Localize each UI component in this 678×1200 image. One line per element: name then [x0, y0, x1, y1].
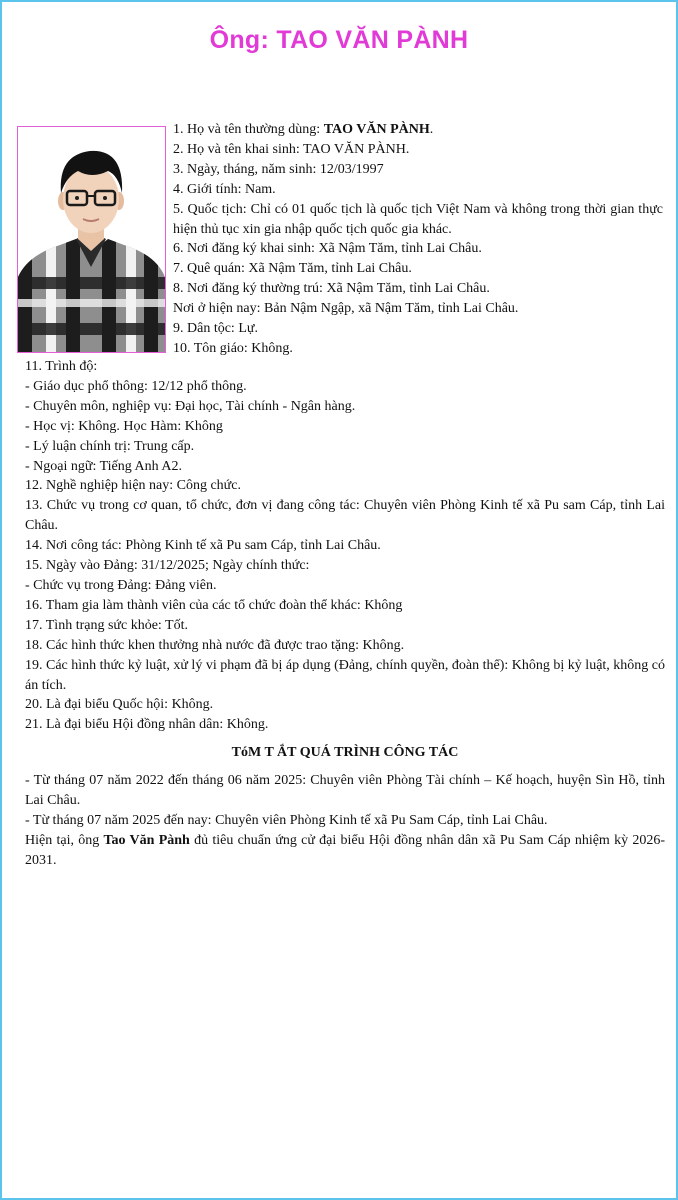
gender-line: 4. Giới tính: Nam. [173, 181, 276, 197]
health-line: 17. Tình trạng sức khỏe: Tốt. [25, 617, 188, 633]
birth-date-line: 3. Ngày, tháng, năm sinh: 12/03/1997 [173, 161, 384, 177]
specialty-line: - Chuyên môn, nghiệp vụ: Đại học, Tài chính - Ngân hàng. [25, 398, 356, 414]
details-section [25, 357, 665, 871]
work-history-item: - Từ tháng 07 năm 2022 đến tháng 06 năm 2025: Chuyên viên Phòng Tài chính – Kế hoạch, huyện Sìn Hồ, tỉnh Lai Châu. [25, 773, 665, 809]
general-education-line: - Giáo dục phổ thông: 12/12 phổ thông. [25, 378, 247, 394]
position-line: 13. Chức vụ trong cơ quan, tổ chức, đơn vị đang công tác: Chuyên viên Phòng Kinh tế xã Pu sam Cáp, tỉnh Lai Châu. [25, 498, 665, 534]
candidacy-statement: Hiện tại, ông Tao Văn Pành đủ tiêu chuẩn ứng cử đại biểu Hội đồng nhân dân xã Pu Sam Cáp nhiệm kỳ 2026-2031. [25, 832, 665, 868]
organizations-line: 16. Tham gia làm thành viên của các tổ chức đoàn thể khác: Không [25, 597, 403, 613]
portrait-photo [17, 126, 166, 353]
political-theory-line: - Lý luận chính trị: Trung cấp. [25, 438, 195, 454]
current-residence-line: Nơi ở hiện nay: Bản Nậm Ngập, xã Nậm Tăm, tỉnh Lai Châu. [173, 301, 519, 317]
ethnicity-line: 9. Dân tộc: Lự. [173, 321, 258, 337]
birth-name-line: 2. Họ và tên khai sinh: TAO VĂN PÀNH. [173, 141, 410, 157]
candidate-name: Tao Văn Pành [103, 832, 190, 848]
workplace-line: 14. Nơi công tác: Phòng Kinh tế xã Pu sam Cáp, tỉnh Lai Châu. [25, 538, 381, 554]
party-join-line: 15. Ngày vào Đảng: 31/12/2025; Ngày chính thức: [25, 558, 310, 574]
party-position-line: - Chức vụ trong Đảng: Đảng viên. [25, 577, 217, 593]
foreign-language-line: - Ngoại ngữ: Tiếng Anh A2. [25, 458, 182, 474]
common-name: TAO VĂN PÀNH [323, 122, 430, 137]
occupation-line: 12. Nghề nghiệp hiện nay: Công chức. [25, 478, 241, 494]
education-heading: 11. Trình độ: [25, 359, 98, 374]
work-history-item: - Từ tháng 07 năm 2025 đến nay: Chuyên viên Phòng Kinh tế xã Pu Sam Cáp, tỉnh Lai Châu. [25, 812, 548, 828]
degree-line: - Học vị: Không. Học Hàm: Không [25, 418, 223, 434]
discipline-line: 19. Các hình thức kỷ luật, xử lý vi phạm đã bị áp dụng (Đảng, chính quyền, đoàn thể): Không bị kỷ luật, không có án tích. [25, 657, 666, 693]
nationality-line: 5. Quốc tịch: Chỉ có 01 quốc tịch là quốc tịch Việt Nam và không trong thời gian thực hiện thủ tục xin gia nhập quốc tịch quốc gia khác. [173, 201, 663, 237]
birth-registration-line: 6. Nơi đăng ký khai sinh: Xã Nậm Tăm, tỉnh Lai Châu. [173, 241, 482, 257]
personal-info [173, 120, 663, 359]
peoples-council-line: 21. Là đại biểu Hội đồng nhân dân: Không. [25, 717, 269, 733]
awards-line: 18. Các hình thức khen thưởng nhà nước đã được trao tặng: Không. [25, 637, 405, 653]
permanent-residence-line: 8. Nơi đăng ký thường trú: Xã Nậm Tăm, tỉnh Lai Châu. [173, 281, 490, 297]
religion-line: 10. Tôn giáo: Không. [173, 340, 293, 356]
common-name-line: 1. Họ và tên thường dùng: TAO VĂN PÀNH. [173, 122, 434, 137]
work-history-heading: TóM T ẮT QUÁ TRÌNH CÔNG TÁC [231, 745, 459, 761]
national-assembly-line: 20. Là đại biểu Quốc hội: Không. [25, 697, 214, 713]
hometown-line: 7. Quê quán: Xã Nậm Tăm, tỉnh Lai Châu. [173, 261, 412, 277]
page-title: Ông: TAO VĂN PÀNH [209, 26, 469, 54]
